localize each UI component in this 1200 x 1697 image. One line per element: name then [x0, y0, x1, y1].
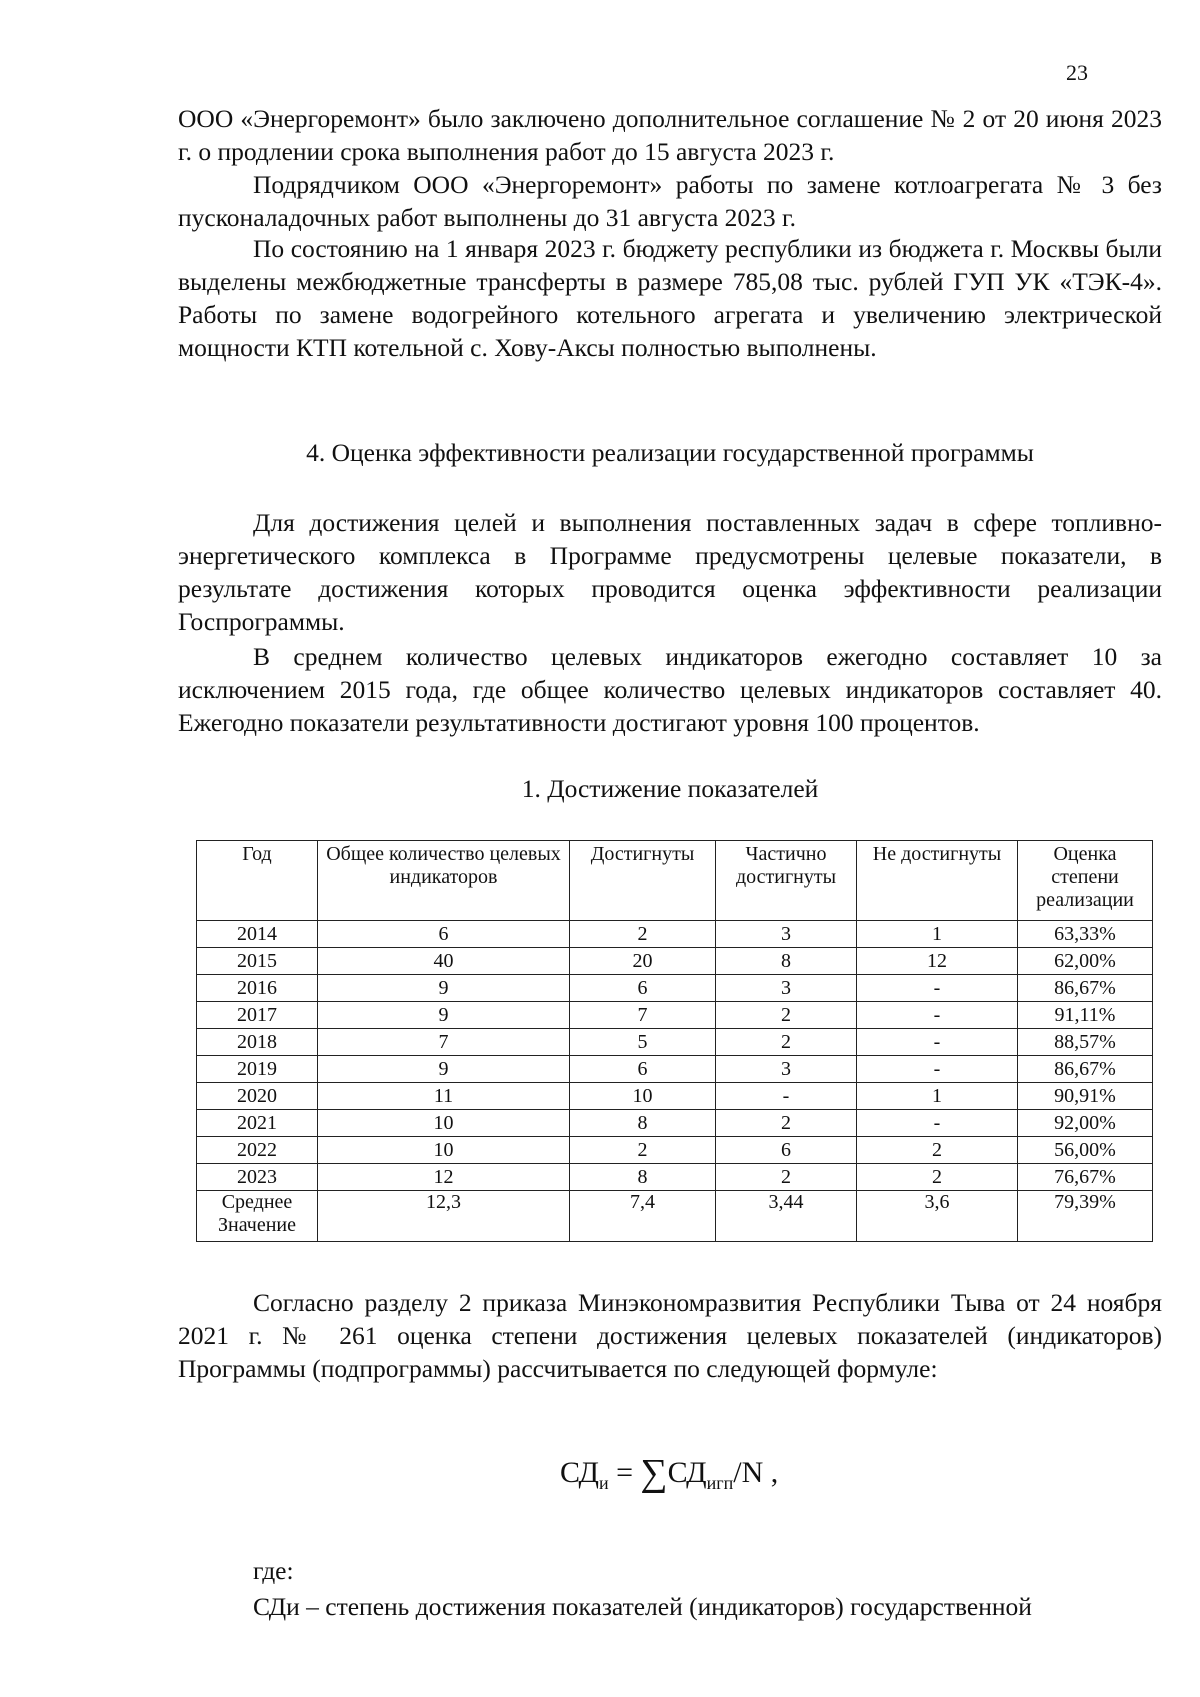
cell: 2014 — [197, 921, 318, 948]
cell: 12 — [857, 948, 1018, 975]
cell: 10 — [318, 1137, 570, 1164]
cell: 2022 — [197, 1137, 318, 1164]
cell: 2018 — [197, 1029, 318, 1056]
cell: - — [857, 1002, 1018, 1029]
cell: 2019 — [197, 1056, 318, 1083]
cell: 2 — [857, 1137, 1018, 1164]
cell: 88,57% — [1018, 1029, 1153, 1056]
cell: - — [857, 975, 1018, 1002]
cell: 12,3 — [318, 1191, 570, 1242]
cell: 90,91% — [1018, 1083, 1153, 1110]
cell: 12 — [318, 1164, 570, 1191]
col-not-achieved: Не достигнуты — [857, 841, 1018, 921]
cell: 8 — [716, 948, 857, 975]
cell: 56,00% — [1018, 1137, 1153, 1164]
table-title: 1. Достижение показателей — [521, 774, 819, 803]
cell: 9 — [318, 1002, 570, 1029]
cell: - — [857, 1056, 1018, 1083]
table-row — [197, 1029, 1153, 1056]
cell: 2 — [570, 921, 716, 948]
table-row — [197, 948, 1153, 975]
cell: 2021 — [197, 1110, 318, 1137]
cell: Среднее Значение — [197, 1191, 318, 1242]
col-partial: Частично достигнуты — [716, 841, 857, 921]
cell: 76,67% — [1018, 1164, 1153, 1191]
cell: 62,00% — [1018, 948, 1153, 975]
definition-line: СДи – степень достижения показателей (индикаторов) государственной — [253, 1592, 1032, 1621]
table-header-row — [197, 841, 1153, 921]
cell: 9 — [318, 1056, 570, 1083]
cell: 2 — [716, 1164, 857, 1191]
table-row — [197, 1110, 1153, 1137]
cell: 9 — [318, 975, 570, 1002]
table-row — [197, 1137, 1153, 1164]
cell: 6 — [570, 975, 716, 1002]
cell: 11 — [318, 1083, 570, 1110]
cell: - — [857, 1029, 1018, 1056]
formula — [560, 1451, 778, 1495]
col-rating: Оценка степени реализации — [1018, 841, 1153, 921]
cell: 2 — [716, 1002, 857, 1029]
cell: 86,67% — [1018, 1056, 1153, 1083]
table-row — [197, 1083, 1153, 1110]
col-achieved: Достигнуты — [570, 841, 716, 921]
cell: 2016 — [197, 975, 318, 1002]
paragraph-3: По состоянию на 1 января 2023 г. бюджету республики из бюджета г. Москвы были выделены межбюджетные трансферты в размере 785,08 тыс. рублей ГУП УК «ТЭК-4». Работы по замене водогрейного котельного агрегата и увеличению электрической мощности КТП котельной с. Хову-Аксы полностью выполнены. — [178, 234, 1162, 362]
cell: 2 — [857, 1164, 1018, 1191]
table-row-average — [197, 1191, 1153, 1242]
cell: - — [857, 1110, 1018, 1137]
cell: 1 — [857, 921, 1018, 948]
cell: 6 — [716, 1137, 857, 1164]
col-year: Год — [197, 841, 318, 921]
cell: 7 — [318, 1029, 570, 1056]
cell: 6 — [570, 1056, 716, 1083]
cell: 3,44 — [716, 1191, 857, 1242]
paragraph-4: Для достижения целей и выполнения поставленных задач в сфере топливно-энергетического комплекса в Программе предусмотрены целевые показатели, в результате достижения которых проводится оценка эффективности реализации Госпрограммы. — [178, 508, 1162, 636]
table-row — [197, 1056, 1153, 1083]
cell: 20 — [570, 948, 716, 975]
formula-rhs: СД — [667, 1456, 707, 1489]
formula-lhs-subscript: и — [598, 1473, 609, 1493]
formula-lhs: СД — [560, 1456, 599, 1489]
cell: 7,4 — [570, 1191, 716, 1242]
cell: 92,00% — [1018, 1110, 1153, 1137]
cell: 2015 — [197, 948, 318, 975]
cell: 91,11% — [1018, 1002, 1153, 1029]
cell: 63,33% — [1018, 921, 1153, 948]
cell: 10 — [570, 1083, 716, 1110]
table-row — [197, 1164, 1153, 1191]
cell: 86,67% — [1018, 975, 1153, 1002]
section-heading: 4. Оценка эффективности реализации государственной программы — [306, 438, 1034, 467]
cell: 2017 — [197, 1002, 318, 1029]
cell: 2 — [716, 1029, 857, 1056]
cell: 3 — [716, 975, 857, 1002]
paragraph-2: Подрядчиком ООО «Энергоремонт» работы по замене котлоагрегата № 3 без пусконаладочных работ выполнены до 31 августа 2023 г. — [178, 170, 1162, 232]
table-row — [197, 921, 1153, 948]
cell: 2 — [716, 1110, 857, 1137]
formula-sum-sign: ∑ — [640, 1452, 668, 1494]
page-number: 23 — [1066, 60, 1088, 85]
where-label: где: — [253, 1556, 294, 1585]
cell: 2023 — [197, 1164, 318, 1191]
paragraph-5: В среднем количество целевых индикаторов ежегодно составляет 10 за исключением 2015 года, где общее количество целевых индикаторов составляет 40. Ежегодно показатели результативности достигают уровня 100 процентов. — [178, 642, 1162, 737]
cell: 2 — [570, 1137, 716, 1164]
cell: 3,6 — [857, 1191, 1018, 1242]
cell: 1 — [857, 1083, 1018, 1110]
cell: 10 — [318, 1110, 570, 1137]
paragraph-6: Согласно разделу 2 приказа Минэкономразвития Республики Тыва от 24 ноября 2021 г. № 261 оценка степени достижения целевых показателей (индикаторов) Программы (подпрограммы) рассчитывается по следующей формуле: — [178, 1288, 1162, 1383]
formula-equals: = — [608, 1456, 641, 1489]
paragraph-1: ООО «Энергоремонт» было заключено дополнительное соглашение № 2 от 20 июня 2023 г. о продлении срока выполнения работ до 15 августа 2023 г. — [178, 104, 1162, 166]
cell: 2020 — [197, 1083, 318, 1110]
cell: 7 — [570, 1002, 716, 1029]
cell: 5 — [570, 1029, 716, 1056]
cell: 79,39% — [1018, 1191, 1153, 1242]
cell: 40 — [318, 948, 570, 975]
formula-tail: /N , — [733, 1456, 779, 1489]
table-row — [197, 1002, 1153, 1029]
cell: 8 — [570, 1164, 716, 1191]
cell: 3 — [716, 921, 857, 948]
cell: 8 — [570, 1110, 716, 1137]
cell: 6 — [318, 921, 570, 948]
col-total: Общее количество целевых индикаторов — [318, 841, 570, 921]
formula-rhs-subscript: игп — [706, 1473, 734, 1493]
cell: - — [716, 1083, 857, 1110]
table-row — [197, 975, 1153, 1002]
cell: 3 — [716, 1056, 857, 1083]
achievement-table — [196, 840, 1153, 1242]
